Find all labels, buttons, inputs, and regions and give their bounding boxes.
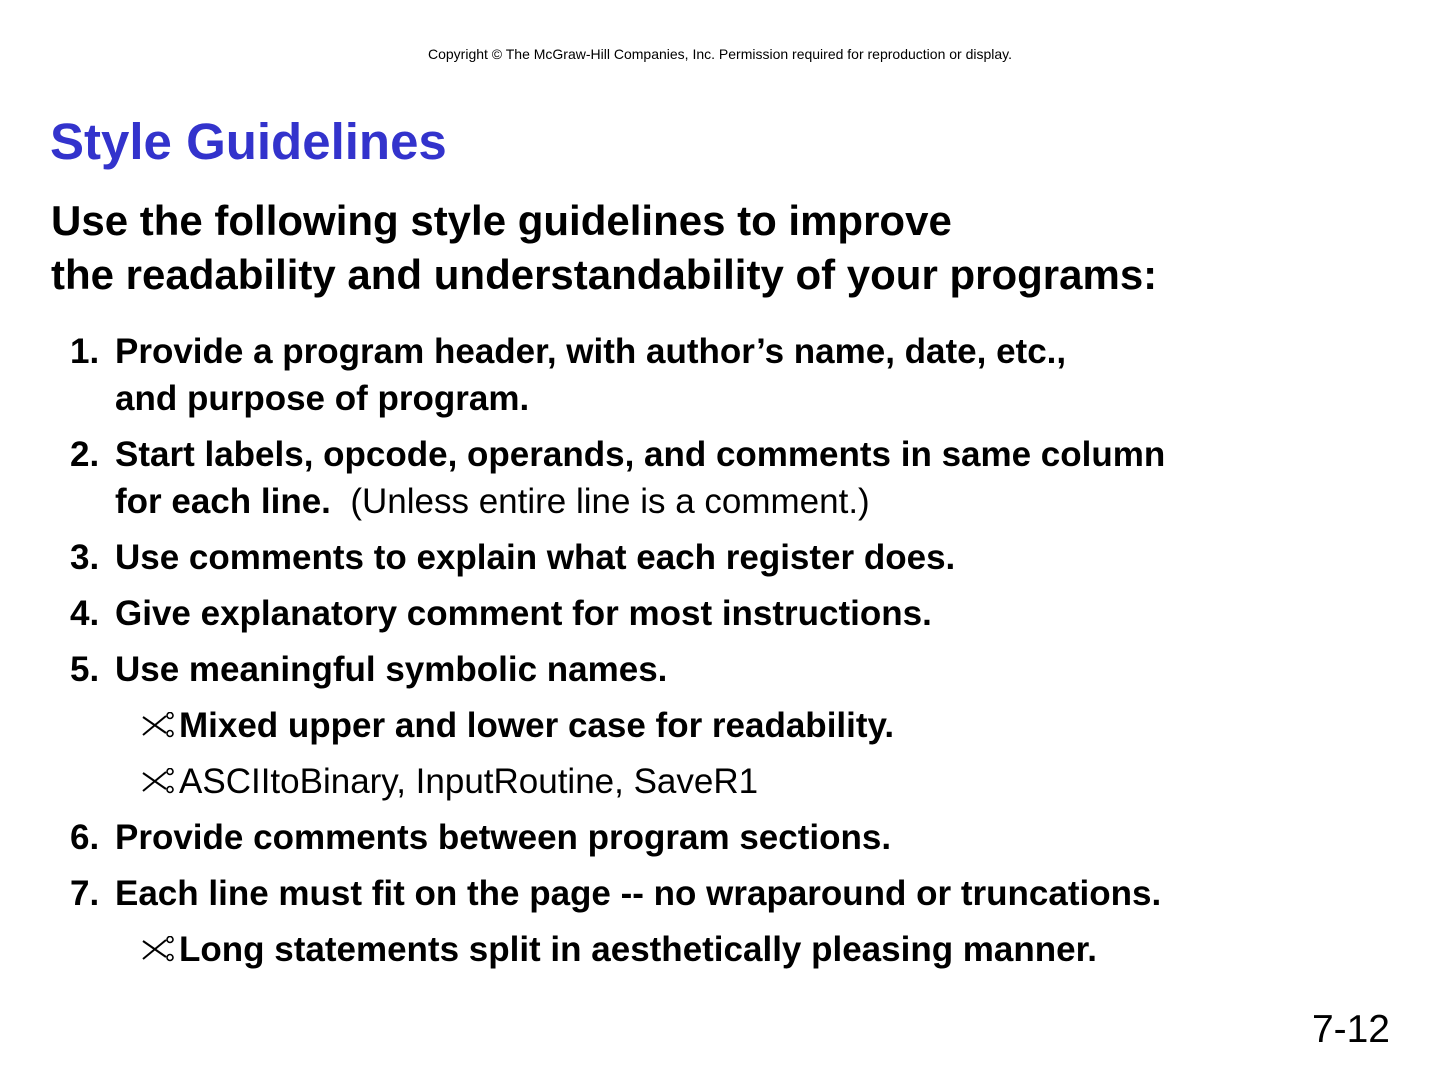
item-text-line: Use meaningful symbolic names. (115, 650, 668, 689)
item-text-line: Start labels, opcode, operands, and comments in same column (115, 435, 1166, 474)
item-text-line (115, 478, 1440, 525)
item-number: 4. (70, 594, 100, 633)
item-number: 3. (70, 538, 100, 577)
guideline-item-7 (0, 870, 1440, 917)
guideline-item-1 (0, 328, 1440, 422)
sub-item (0, 702, 1440, 749)
item-number: 7. (70, 874, 100, 913)
copyright-notice: Copyright © The McGraw-Hill Companies, Inc. Permission required for reproduction or display. (427, 46, 1013, 62)
scissors-icon (140, 712, 176, 738)
guideline-item-4 (0, 590, 1440, 637)
sub-item-text: Long statements split in aesthetically pleasing manner. (179, 930, 1098, 969)
slide-title: Style Guidelines (50, 113, 447, 170)
item-text-line: Each line must fit on the page -- no wraparound or truncations. (115, 874, 1162, 913)
sub-item-text: Mixed upper and lower case for readability. (179, 706, 895, 745)
page-number: 7-12 (1311, 1008, 1390, 1051)
sub-item (0, 758, 1440, 805)
guideline-item-6 (0, 814, 1440, 861)
guidelines-list (0, 328, 1440, 982)
item-number: 5. (70, 650, 100, 689)
item-text-line: Use comments to explain what each register does. (115, 538, 956, 577)
intro-line-1: Use the following style guidelines to improve (51, 197, 952, 244)
item-text: for each line. (115, 482, 331, 521)
sub-item (0, 926, 1440, 973)
item-number: 1. (70, 332, 100, 371)
item-text-line: Give explanatory comment for most instructions. (115, 594, 932, 633)
item-text-line: Provide comments between program sections. (115, 818, 892, 857)
sub-item-text: ASCIItoBinary, InputRoutine, SaveR1 (179, 762, 759, 801)
scissors-icon (140, 768, 176, 794)
item-number: 2. (70, 435, 100, 474)
guideline-item-2 (0, 431, 1440, 525)
scissors-icon (140, 936, 176, 962)
item-number: 6. (70, 818, 100, 857)
item-text-line: and purpose of program. (115, 379, 530, 418)
intro-text (51, 194, 1421, 302)
guideline-item-5 (0, 646, 1440, 693)
item-text-line: Provide a program header, with author’s name, date, etc., (115, 332, 1067, 371)
guideline-item-3 (0, 534, 1440, 581)
item-note: (Unless entire line is a comment.) (350, 482, 870, 521)
intro-line-2: the readability and understandability of your programs: (51, 251, 1158, 298)
